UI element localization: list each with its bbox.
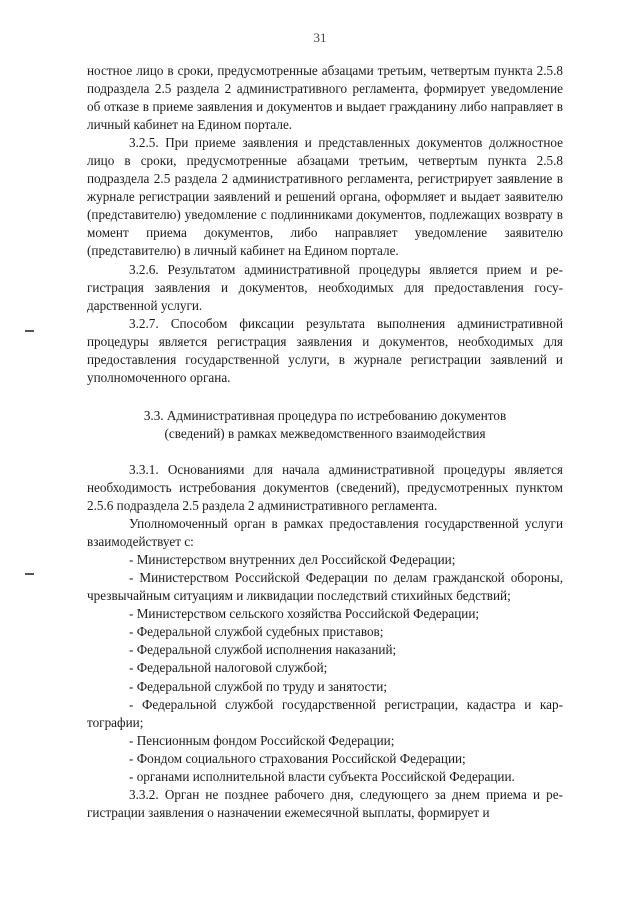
section-heading-line: 3.3. Административная процедура по истребованию документов — [143, 407, 507, 423]
list-item: - Министерством внутренних дел Российской Федерации; — [129, 552, 456, 568]
list-item: - Федеральной службой по труду и занятости; — [129, 678, 388, 694]
list-item: - Министерством сельского хозяйства Российской Федерации; — [129, 606, 480, 622]
list-item: - Фондом социального страхования Российской Федерации; — [129, 750, 466, 766]
paragraph-3-3-2: 3.3.2. Орган не позднее рабочего дня, следующего за днем приема и регистрации заявления о назначении ежемесячной выплаты, формирует и — [87, 786, 563, 820]
paragraph-3-2-5: 3.2.5. При приеме заявления и представленных документов должностное лицо в сроки, предусмотренные абзацами третьим, четвертым пункта 2.5.8 подраздела 2.5 раздела 2 административного регламента, регистрирует заявление в журнале регистрации заявлений и решений органа, оформляет и выдает заявителю (представителю) уведомление с подлинниками документов, подлежащих возврату в момент приема документов, либо направляет уведомление заявителю (представителю) в личный кабинет на Едином портале. — [87, 135, 563, 259]
paragraph-interaction-intro: Уполномоченный орган в рамках предоставления государственной услуги взаимодействует с: — [87, 516, 563, 550]
paragraph-3-2-7: 3.2.7. Способом фиксации результата выполнения административной процедуры является регистрация заявления и документов, необходимых для предоставления государственной услуги, в журнале регистрации заявлений и уполномоченного органа. — [87, 315, 563, 385]
paragraph-3-2-6: 3.2.6. Результатом административной процедуры является прием и регистрация заявления и документов, необходимых для предоставления государственной услуги. — [87, 261, 563, 313]
margin-mark — [25, 573, 34, 575]
page-number: 31 — [313, 30, 327, 45]
list-item: - Пенсионным фондом Российской Федерации; — [129, 732, 395, 748]
list-item: - Федеральной службой судебных приставов; — [129, 624, 384, 640]
list-item: - Федеральной службой государственной регистрации, кадастра и картографии; — [87, 696, 563, 730]
list-item: - Федеральной налоговой службой; — [129, 660, 328, 676]
paragraph-3-3-1: 3.3.1. Основаниями для начала административной процедуры является необходимость истребования документов (сведений), предусмотренных пунктом 2.5.6 подраздела 2.5 раздела 2 административного регламента. — [87, 461, 563, 514]
section-heading-line: (сведений) в рамках межведомственного взаимодействия — [164, 425, 486, 441]
agency-list — [87, 551, 563, 786]
document-body — [87, 62, 563, 822]
list-item: - Федеральной службой исполнения наказаний; — [129, 642, 397, 658]
list-item: - Министерством Российской Федерации по делам гражданской обороны, чрезвычайным ситуациям и ликвидации последствий стихийных бедствий; — [87, 570, 563, 604]
list-item: - органами исполнительной власти субъекта Российской Федерации. — [129, 768, 515, 784]
paragraph-continuation: ностное лицо в сроки, предусмотренные абзацами третьим, четвертым пункта 2.5.8 подраздела 2.5 раздела 2 административного регламента, формирует уведомление об отказе в приеме заявления и документов и выдает гражданину либо направляет в личный кабинет на Едином портале. — [87, 63, 563, 133]
margin-mark — [25, 330, 34, 332]
section-heading — [87, 407, 563, 443]
